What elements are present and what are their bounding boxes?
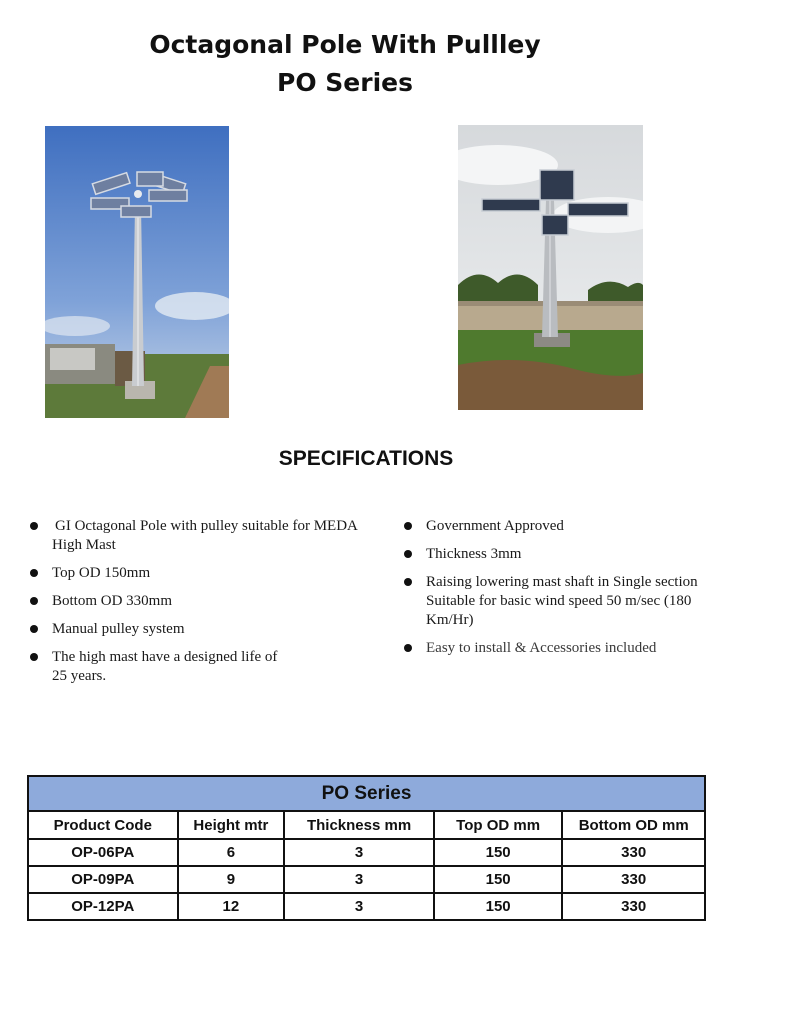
spec-item: Bottom OD 330mm <box>28 592 358 611</box>
table-cell: 9 <box>178 866 285 893</box>
spec-item: Top OD 150mm <box>28 564 358 583</box>
document-title: Octagonal Pole With Pullley <box>149 30 541 59</box>
table-cell: 150 <box>434 866 563 893</box>
document-subtitle: PO Series <box>277 68 413 97</box>
table-cell: 330 <box>562 893 705 920</box>
table-row <box>28 839 705 866</box>
spec-item: Easy to install & Accessories included <box>402 639 712 658</box>
po-series-table <box>27 775 706 921</box>
specifications-heading: SPECIFICATIONS <box>278 447 454 470</box>
table-caption: PO Series <box>28 776 705 811</box>
spec-item: GI Octagonal Pole with pulley suitable for MEDA High Mast <box>28 517 358 555</box>
table-header-row <box>28 811 705 839</box>
table-cell: OP-06PA <box>28 839 178 866</box>
pole-photo-left <box>45 126 229 418</box>
table-cell: OP-09PA <box>28 866 178 893</box>
column-header: Product Code <box>28 811 178 839</box>
spec-item: Manual pulley system <box>28 620 358 639</box>
table-cell: 6 <box>178 839 285 866</box>
spec-item: Raising lowering mast shaft in Single section Suitable for basic wind speed 50 m/sec (180 Km/Hr) <box>402 573 711 630</box>
table-cell: 12 <box>178 893 285 920</box>
column-header: Top OD mm <box>434 811 563 839</box>
table-cell: 150 <box>434 893 563 920</box>
specifications-list-left <box>28 517 358 695</box>
table-cell: 330 <box>562 866 705 893</box>
spec-item: Government Approved <box>402 517 712 536</box>
table-row <box>28 893 705 920</box>
spec-item: The high mast have a designed life of 25 years. <box>28 648 282 686</box>
column-header: Thickness mm <box>284 811 434 839</box>
table-row <box>28 866 705 893</box>
column-header: Bottom OD mm <box>562 811 705 839</box>
column-header: Height mtr <box>178 811 285 839</box>
table-cell: 330 <box>562 839 705 866</box>
pole-photo-right <box>458 125 643 410</box>
spec-item: Thickness 3mm <box>402 545 712 564</box>
table-cell: 3 <box>284 866 434 893</box>
table-cell: 150 <box>434 839 563 866</box>
table-cell: 3 <box>284 893 434 920</box>
table-cell: 3 <box>284 839 434 866</box>
table-cell: OP-12PA <box>28 893 178 920</box>
specifications-list-right <box>402 517 712 667</box>
